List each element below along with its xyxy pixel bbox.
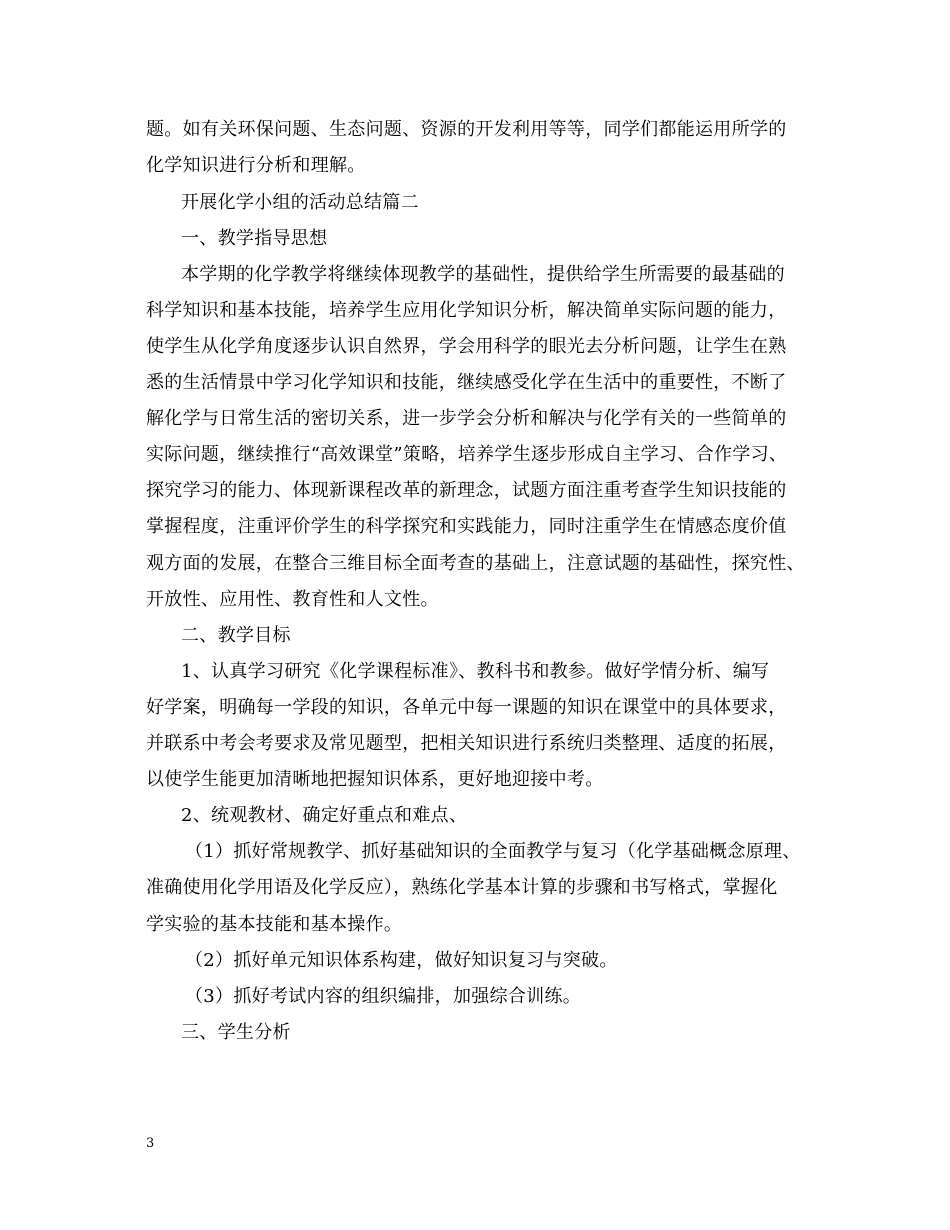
body-text-line: 题。如有关环保问题、生态问题、资源的开发利用等等，同学们都能运用所学的 xyxy=(146,119,787,140)
body-text-line: 好学案，明确每一学段的知识，各单元中每一课题的知识在课堂中的具体要求， xyxy=(146,697,787,718)
body-text-line: 并联系中考会考要求及常见题型，把相关知识进行系统归类整理、适度的拓展， xyxy=(146,733,787,754)
list-item: 2、统观教材、确定好重点和难点、 xyxy=(181,805,468,826)
body-text-line: 观方面的发展，在整合三维目标全面考查的基础上，注意试题的基础性，探究性、 xyxy=(146,553,805,574)
body-text-line: 探究学习的能力、体现新课程改革的新理念，试题方面注重考查学生知识技能的 xyxy=(146,480,787,501)
body-text-line: 本学期的化学教学将继续体现教学的基础性，提供给学生所需要的最基础的 xyxy=(181,264,785,285)
section-heading: 一、教学指导思想 xyxy=(181,228,328,249)
body-text-line: 化学知识进行分析和理解。 xyxy=(146,155,366,176)
body-text-line: 1、认真学习研究《化学课程标准》、教科书和教参。做好学情分析、编写 xyxy=(181,661,770,682)
page-number: 3 xyxy=(146,1136,155,1151)
body-text-line: 学实验的基本技能和基本操作。 xyxy=(146,914,403,935)
body-text-line: 以使学生能更加清晰地把握知识体系，更好地迎接中考。 xyxy=(146,769,604,790)
list-item: （2）抓好单元知识体系构建，做好知识复习与突破。 xyxy=(185,950,618,971)
section-heading: 三、学生分析 xyxy=(181,1022,291,1043)
list-item: （1）抓好常规教学、抓好基础知识的全面教学与复习（化学基础概念原理、 xyxy=(185,841,801,862)
body-text-line: 解化学与日常生活的密切关系，进一步学会分析和解决与化学有关的一些简单的 xyxy=(146,408,787,429)
body-text-line: 准确使用化学用语及化学反应），熟练化学基本计算的步骤和书写格式，掌握化 xyxy=(146,877,778,898)
body-text-line: 使学生从化学角度逐步认识自然界，学会用科学的眼光去分析问题，让学生在熟 xyxy=(146,336,787,357)
body-text-line: 悉的生活情景中学习化学知识和技能，继续感受化学在生活中的重要性，不断了 xyxy=(146,372,787,393)
section-heading: 二、教学目标 xyxy=(181,625,291,646)
list-item: （3）抓好考试内容的组织编排，加强综合训练。 xyxy=(185,986,582,1007)
section-heading: 开展化学小组的活动总结篇二 xyxy=(181,192,419,213)
body-text-line: 实际问题，继续推行“高效课堂”策略，培养学生逐步形成自主学习、合作学习、 xyxy=(146,444,788,465)
body-text-line: 科学知识和基本技能，培养学生应用化学知识分析，解决简单实际问题的能力， xyxy=(146,300,787,321)
body-text-line: 开放性、应用性、教育性和人文性。 xyxy=(146,589,439,610)
body-text-line: 掌握程度，注重评价学生的科学探究和实践能力，同时注重学生在情感态度价值 xyxy=(146,516,787,537)
